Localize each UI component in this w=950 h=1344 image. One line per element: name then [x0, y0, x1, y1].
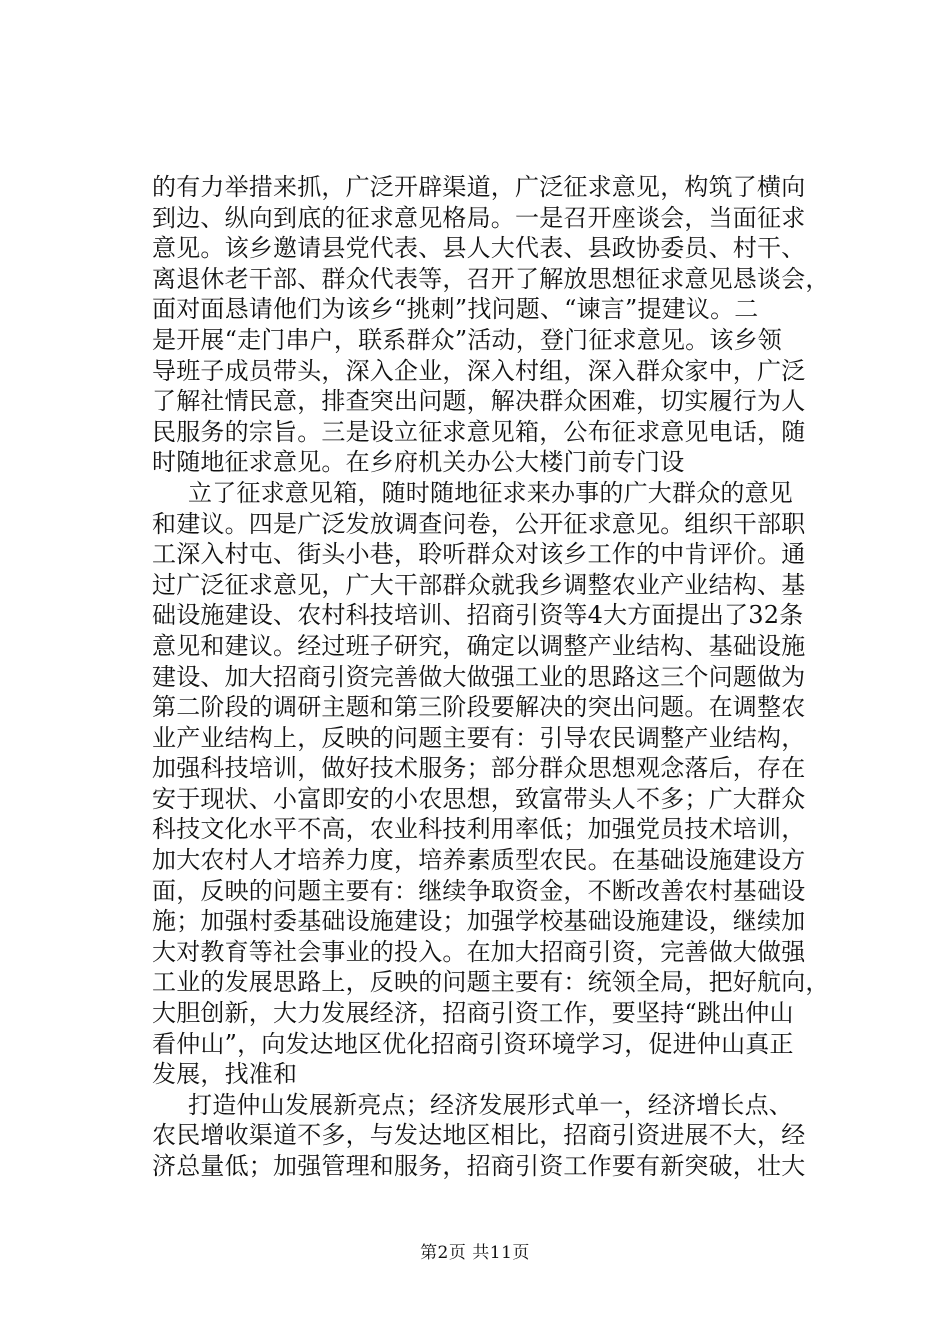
text-line: 建设、加大招商引资完善做大做强工业的思路这三个问题做为 [152, 662, 806, 691]
text-line: 工业的发展思路上，反映的问题主要有：统领全局，把好航向， [152, 968, 830, 997]
text-line: 工深入村屯、街头小巷，聆听群众对该乡工作的中肯评价。通 [152, 540, 806, 569]
text-line: 意见和建议。经过班子研究，确定以调整产业结构、基础设施 [152, 631, 806, 660]
text-line: 发展，找准和 [152, 1060, 298, 1089]
body-text [152, 172, 830, 1182]
text-line: 农民增收渠道不多，与发达地区相比，招商引资进展不大，经 [152, 1121, 806, 1150]
text-line: 离退休老干部、群众代表等，召开了解放思想征求意见恳谈会， [152, 264, 830, 293]
text-line: 导班子成员带头，深入企业，深入村组，深入群众家中，广泛 [152, 356, 806, 385]
text-line: 面对面恳请他们为该乡“挑刺”找问题、“谏言”提建议。二 [152, 295, 759, 324]
text-line: 础设施建设、农村科技培训、招商引资等4大方面提出了32条 [152, 601, 804, 630]
text-line: 加强科技培训，做好技术服务；部分群众思想观念落后，存在 [152, 754, 806, 783]
text-line: 第二阶段的调研主题和第三阶段要解决的突出问题。在调整农 [152, 693, 806, 722]
text-line: 看仲山”，向发达地区优化招商引资环境学习，促进仲山真正 [152, 1029, 794, 1058]
text-line: 安于现状、小富即安的小农思想，致富带头人不多；广大群众 [152, 784, 806, 813]
text-line: 科技文化水平不高，农业科技利用率低；加强党员技术培训， [152, 815, 806, 844]
text-line: 济总量低；加强管理和服务，招商引资工作要有新突破，壮大 [152, 1152, 806, 1180]
text-line: 面，反映的问题主要有：继续争取资金，不断改善农村基础设 [152, 876, 806, 905]
text-line: 过广泛征求意见，广大干部群众就我乡调整农业产业结构、基 [152, 570, 806, 599]
text-line: 时随地征求意见。在乡府机关办公大楼门前专门设 [152, 448, 685, 477]
text-line: 了解社情民意，排查突出问题，解决群众困难，切实履行为人 [152, 387, 806, 416]
text-line: 加大农村人才培养力度，培养素质型农民。在基础设施建设方 [152, 846, 806, 875]
text-line: 大对教育等社会事业的投入。在加大招商引资，完善做大做强 [152, 937, 806, 966]
page-number-footer: 第2页 共11页 [420, 1243, 530, 1263]
text-line: 意见。该乡邀请县党代表、县人大代表、县政协委员、村干、 [152, 234, 806, 263]
text-line: 立了征求意见箱，随时随地征求来办事的广大群众的意见 [188, 478, 793, 507]
text-line: 是开展“走门串户，联系群众”活动，登门征求意见。该乡领 [152, 325, 782, 354]
text-line: 施；加强村委基础设施建设；加强学校基础设施建设，继续加 [152, 907, 806, 936]
text-line: 到边、纵向到底的征求意见格局。一是召开座谈会，当面征求 [152, 203, 806, 232]
text-line: 的有力举措来抓，广泛开辟渠道，广泛征求意见，构筑了横向 [152, 173, 806, 201]
text-line: 和建议。四是广泛发放调查问卷，公开征求意见。组织干部职 [152, 509, 806, 538]
text-line: 打造仲山发展新亮点；经济发展形式单一，经济增长点、 [188, 1090, 793, 1119]
text-line: 大胆创新，大力发展经济，招商引资工作，要坚持“跳出仲山 [152, 999, 794, 1028]
text-line: 业产业结构上，反映的问题主要有：引导农民调整产业结构， [152, 723, 806, 752]
text-line: 民服务的宗旨。三是设立征求意见箱，公布征求意见电话，随 [152, 417, 806, 446]
